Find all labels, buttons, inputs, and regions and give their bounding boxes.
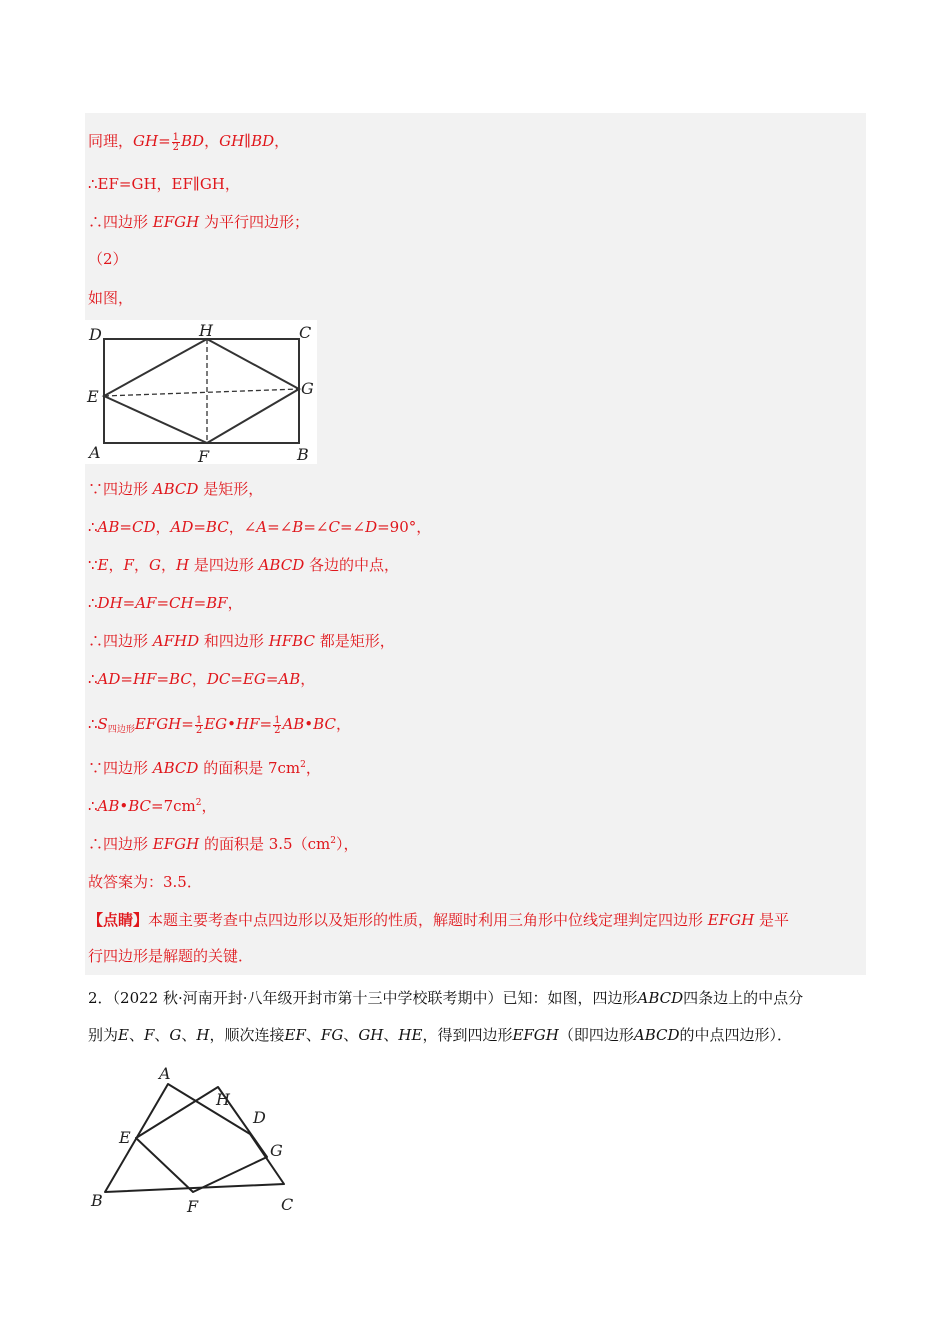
fraction-half: $\frac{1}{2}$ xyxy=(274,714,281,736)
solution-line-12: $\therefore S_{四边形}EFGH=$ $\frac{1}{2}$ EG•HF= $\frac{1}{2}$ AB•BC， xyxy=(88,714,351,736)
question-line-2: 别为E、F、G、H，顺次连接EF、FG、GH、HE，得到四边形EFGH（即四边形ABCD的中点四边形）． xyxy=(88,1026,793,1044)
solution-line-5: 如图， xyxy=(88,289,134,307)
solution-tip-line-1: 【点睛】本题主要考查中点四边形以及矩形的性质，解题时利用三角形中位线定理判定四边形 EFGH 是平 xyxy=(88,911,789,929)
solution-line-6: ∵四边形 ABCD 是矩形， xyxy=(88,480,264,498)
solution-line-2: ∴EF=GH，EF∥GH， xyxy=(88,175,240,193)
solution-line-7: ∴AB=CD，AD=BC，∠A=∠B=∠C=∠D=90°， xyxy=(88,518,432,536)
label-E: E xyxy=(87,387,99,406)
label-F: F xyxy=(198,447,210,464)
label-B: B xyxy=(297,445,309,464)
solution-line-16: 故答案为：3.5． xyxy=(88,873,202,891)
solution-line-3: ∴四边形 EFGH 为平行四边形； xyxy=(88,213,309,231)
solution-line-1: 同理，GH= $\frac{1}{2}$ BD，GH∥BD， xyxy=(88,131,290,153)
label-D: D xyxy=(89,325,102,344)
label-E: E xyxy=(119,1128,131,1147)
solution-line-15: ∴四边形 EFGH 的面积是 $3.5(cm^2)$， xyxy=(88,835,359,853)
question-line-1: 2．（2022 秋·河南开封·八年级开封市第十三中学校联考期中）已知：如图，四边形ABCD四条边上的中点分 xyxy=(88,989,804,1007)
label-D: D xyxy=(253,1108,266,1127)
label-B: B xyxy=(91,1191,103,1210)
solution-tip-line-2: 行四边形是解题的关键． xyxy=(88,947,254,965)
label-C: C xyxy=(281,1195,294,1214)
figure-rectangle xyxy=(85,320,317,464)
solution-line-8: ∵E，F，G，H 是四边形 ABCD 各边的中点， xyxy=(88,556,400,574)
label-F: F xyxy=(187,1197,199,1216)
label-A: A xyxy=(89,443,101,462)
solution-line-10: ∴四边形 AFHD 和四边形 HFBC 都是矩形， xyxy=(88,632,395,650)
label-H: H xyxy=(199,321,213,340)
solution-line-13: ∵四边形 ABCD 的面积是 $7cm^2$， xyxy=(88,759,321,777)
tip-label: 【点睛】 xyxy=(88,911,149,929)
solution-line-11: ∴AD=HF=BC，DC=EG=AB， xyxy=(88,670,316,688)
solution-line-9: ∴DH=AF=CH=BF， xyxy=(88,594,243,612)
label-G: G xyxy=(270,1141,283,1160)
label-A: A xyxy=(159,1064,171,1083)
solution-line-4: （2） xyxy=(88,250,128,268)
label-C: C xyxy=(299,323,312,342)
fraction-half: $\frac{1}{2}$ xyxy=(195,714,203,736)
fraction-half: $\frac{1}{2}$ xyxy=(172,131,180,153)
label-H: H xyxy=(216,1090,230,1109)
figure-quadrilateral xyxy=(85,1060,315,1220)
label-G: G xyxy=(301,379,314,398)
solution-line-14: $\therefore AB•BC=7cm^2$， xyxy=(88,797,217,815)
